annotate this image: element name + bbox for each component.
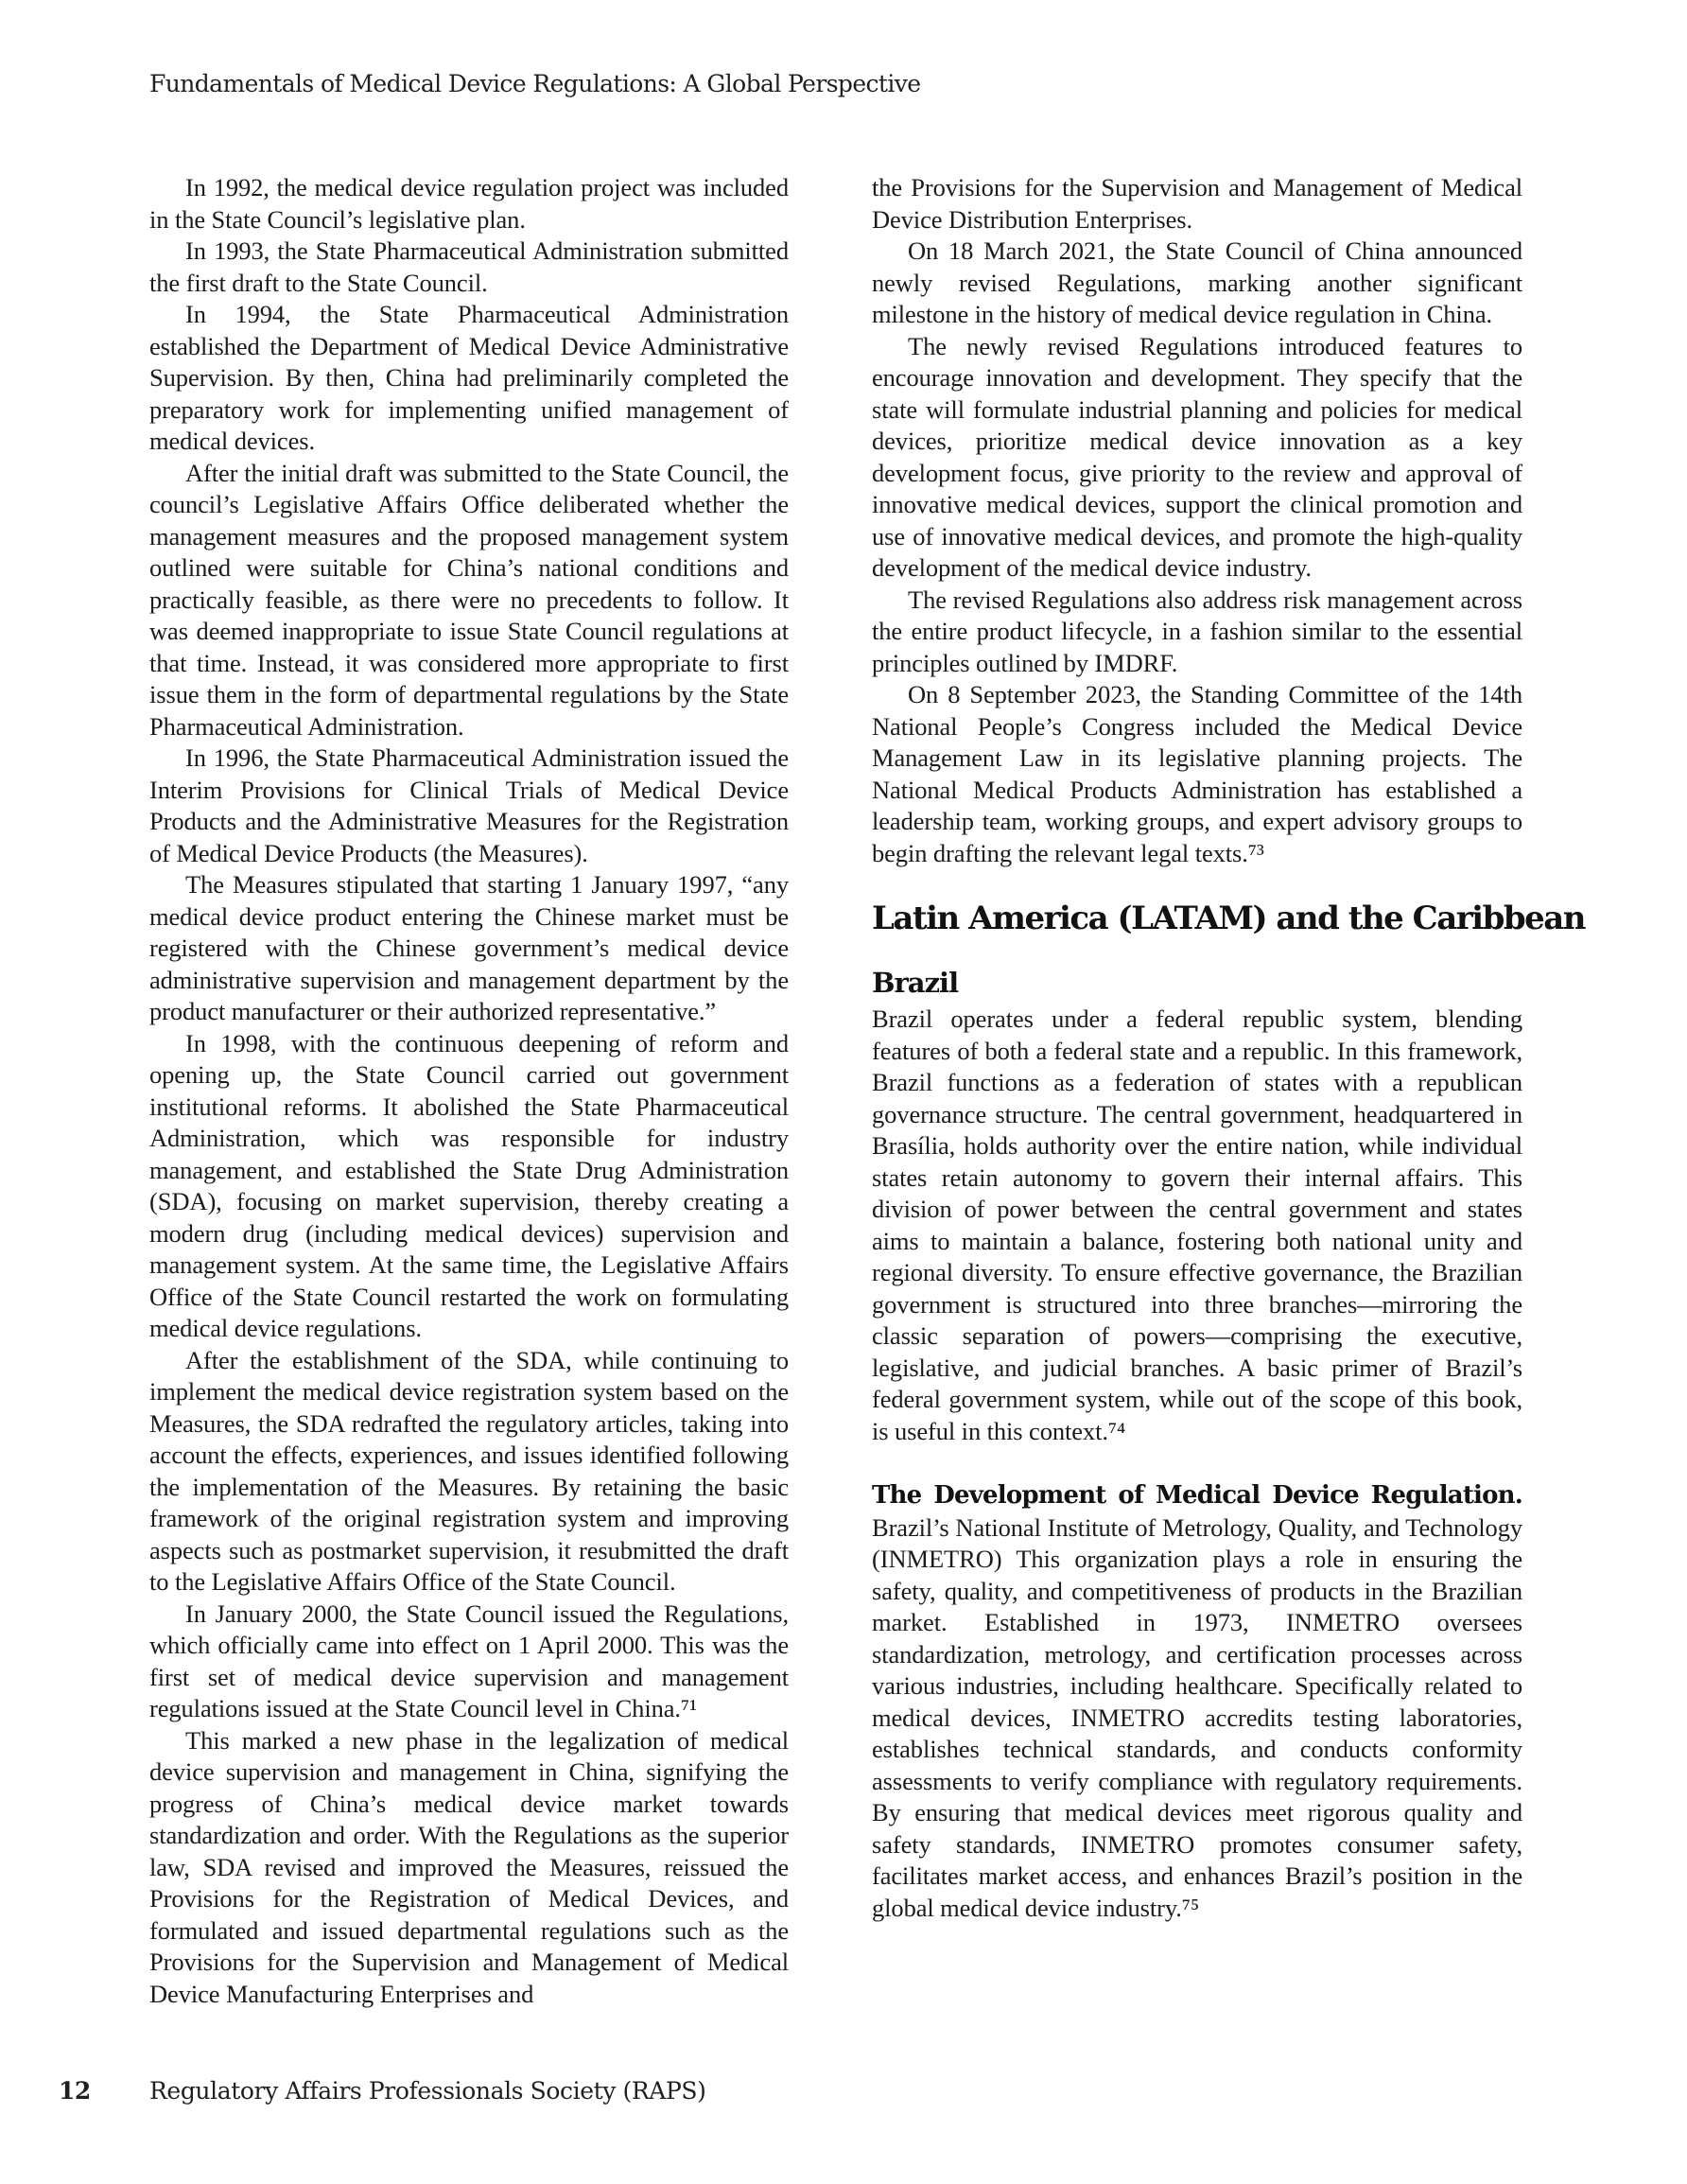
paragraph: The newly revised Regulations introduced features to encourage innovation and development. They specify that the state will formulate industrial planning and policies for medical devices, prioritize medical device innovation as a key development focus, give priority to the review and approval of innovative medical devices, support the clinical promotion and use of innovative medical devices, and promote the high-quality development of the medical device industry. bbox=[872, 331, 1522, 582]
left-column bbox=[149, 172, 789, 2010]
paragraph: In 1998, with the continuous deepening of reform and opening up, the State Council carried out government institutional reforms. It abolished the State Pharmaceutical Administration, which was responsible for industry management, and established the State Drug Administration (SDA), focusing on market supervision, thereby creating a modern drug (including medical devices) supervision and management system. At the same time, the Legislative Affairs Office of the State Council restarted the work on formulating medical device regulations. bbox=[149, 1028, 789, 1342]
page-footer bbox=[59, 2077, 705, 2105]
paragraph: In 1996, the State Pharmaceutical Administration issued the Interim Provisions for Clinical Trials of Medical Device Products and the Administrative Measures for the Registration of Medical Device Products (the Measures). bbox=[149, 743, 789, 867]
paragraph: After the initial draft was submitted to the State Council, the council’s Legislative Affairs Office deliberated whether the management measures and the proposed management system outlined were suitable for China’s national conditions and practically feasible, as there were no precedents to follow. It was deemed inappropriate to issue State Council regulations at that time. Instead, it was considered more appropriate to first issue them in the form of departmental regulations by the State Pharmaceutical Administration. bbox=[149, 458, 789, 741]
paragraph: In 1993, the State Pharmaceutical Administration submitted the first draft to the State Council. bbox=[149, 236, 789, 297]
runin-text: Brazil’s National Institute of Metrology, Quality, and Technology (INMETRO) This organization plays a role in ensuring the safety, quality, and competitiveness of products in the Brazilian market. Established in 1973, INMETRO oversees standardization, metrology, and certification processes across various industries, including healthcare. Specifically related to medical devices, INMETRO accredits testing laboratories, establishes technical standards, and conducts conformity assessments to verify compliance with regulatory requirements. By ensuring that medical devices meet rigorous quality and safety standards, INMETRO promotes consumer safety, facilitates market access, and enhances Brazil’s position in the global medical device industry.⁷⁵ bbox=[872, 1512, 1522, 1922]
subsection-heading-brazil: Brazil bbox=[872, 967, 959, 999]
paragraph: In 1994, the State Pharmaceutical Administration established the Department of Medical Device Administrative Supervision. By then, China had preliminarily completed the preparatory work for implementing unified management of medical devices. bbox=[149, 300, 789, 455]
running-header: Fundamentals of Medical Device Regulations: A Global Perspective bbox=[149, 70, 921, 97]
paragraph: After the establishment of the SDA, while continuing to implement the medical device registration system based on the Measures, the SDA redrafted the regulatory articles, taking into account the effects, experiences, and issues identified following the implementation of the Measures. By retaining the basic framework of the original registration system and improving aspects such as postmarket supervision, it resubmitted the draft to the Legislative Affairs Office of the State Council. bbox=[149, 1345, 789, 1596]
paragraph: The Measures stipulated that starting 1 January 1997, “any medical device product entering the Chinese market must be registered with the Chinese government’s medical device administrative supervision and management department by the product manufacturer or their authorized representative.” bbox=[149, 870, 789, 1025]
page-number: 12 bbox=[59, 2077, 91, 2105]
footer-text: Regulatory Affairs Professionals Society (RAPS) bbox=[149, 2077, 706, 2105]
paragraph-development bbox=[872, 1479, 1522, 1924]
paragraph-continuation: the Provisions for the Supervision and Management of Medical Device Distribution Enterprises. bbox=[872, 173, 1522, 234]
right-column bbox=[872, 172, 1585, 1924]
paragraph: The revised Regulations also address risk management across the entire product lifecycle, in a fashion similar to the essential principles outlined by IMDRF. bbox=[872, 585, 1522, 677]
paragraph: In 1992, the medical device regulation project was included in the State Council’s legislative plan. bbox=[149, 173, 789, 234]
paragraph: On 8 September 2023, the Standing Committee of the 14th National People’s Congress included the Medical Device Management Law in its legislative planning projects. The National Medical Products Administration has established a leadership team, working groups, and expert advisory groups to begin drafting the relevant legal texts.⁷³ bbox=[872, 680, 1522, 867]
paragraph: This marked a new phase in the legalization of medical device supervision and management in China, signifying the progress of China’s medical device market towards standardization and order. With the Regulations as the superior law, SDA revised and improved the Measures, reissued the Provisions for the Registration of Medical Devices, and formulated and issued departmental regulations such as the Provisions for the Supervision and Management of Medical Device Manufacturing Enterprises and bbox=[149, 1725, 789, 2008]
paragraph-brazil: Brazil operates under a federal republic system, blending features of both a federal state and a republic. In this framework, Brazil functions as a federation of states with a republican governance structure. The central government, headquartered in Brasília, holds authority over the entire nation, while individual states retain autonomy to govern their internal affairs. This division of power between the central government and states aims to maintain a balance, fostering both national unity and regional diversity. To ensure effective governance, the Brazilian government is structured into three branches—mirroring the classic separation of powers—comprising the executive, legislative, and judicial branches. A basic primer of Brazil’s federal government system, while out of the scope of this book, is useful in this context.⁷⁴ bbox=[872, 1005, 1522, 1445]
section-heading-latam: Latin America (LATAM) and the Caribbean bbox=[872, 900, 1585, 937]
runin-heading: The Development of Medical Device Regulation. bbox=[872, 1481, 1522, 1510]
paragraph: In January 2000, the State Council issued the Regulations, which officially came into effect on 1 April 2000. This was the first set of medical device supervision and management regulations issued at the State Council level in China.⁷¹ bbox=[149, 1599, 789, 1722]
paragraph: On 18 March 2021, the State Council of China announced newly revised Regulations, marking another significant milestone in the history of medical device regulation in China. bbox=[872, 236, 1522, 328]
